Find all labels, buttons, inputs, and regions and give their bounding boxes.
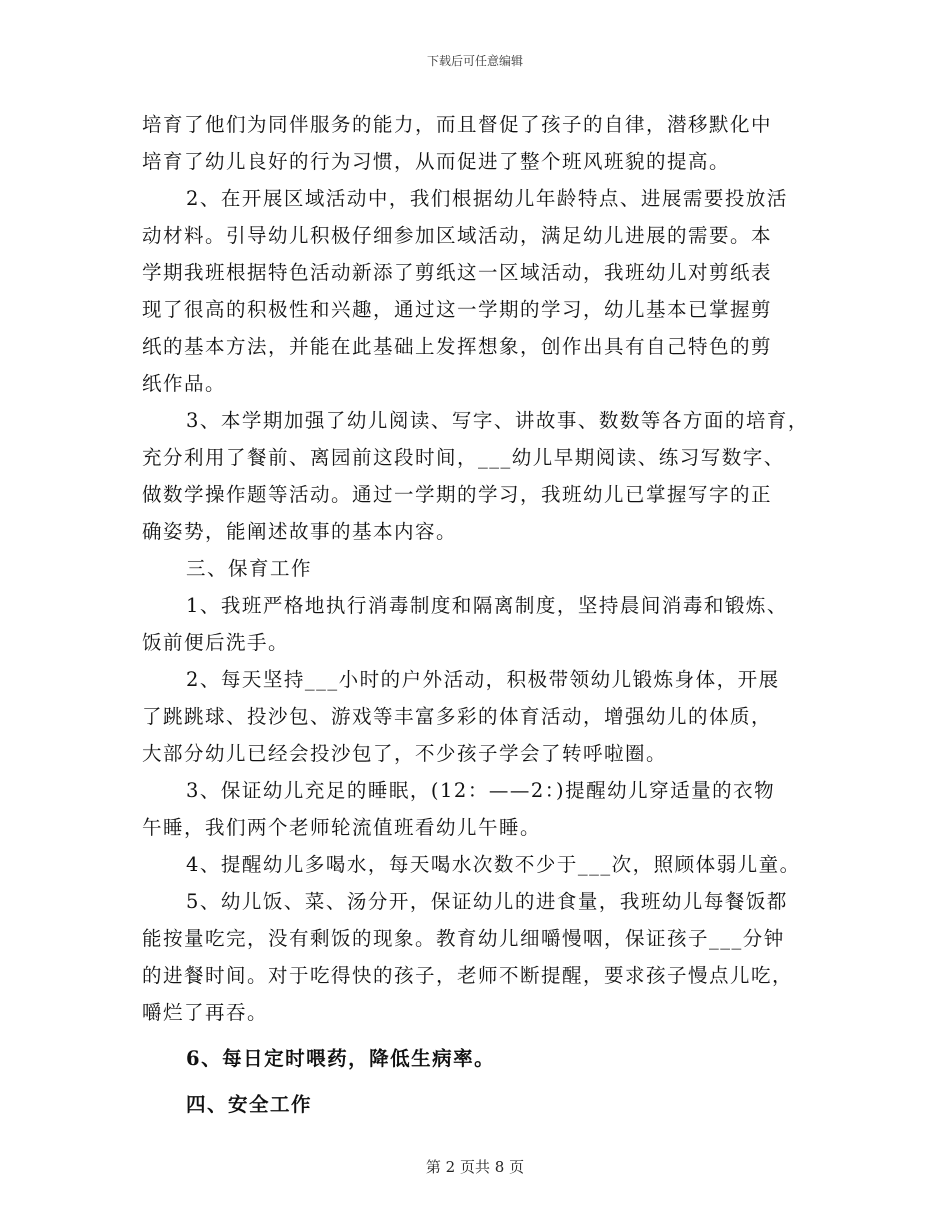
bold-item-6: 6、每日定时喂药，降低生病率。: [186, 1047, 496, 1070]
paragraph-start: 2、在开展区域活动中，我们根据幼儿年龄特点、进展需要投放活: [186, 187, 788, 210]
paragraph-start: 2、每天坚持___小时的户外活动，积极带领幼儿锻炼身体，开展: [186, 668, 780, 691]
text-line: 了跳跳球、投沙包、游戏等丰富多彩的体育活动，增强幼儿的体质，: [142, 705, 773, 728]
paragraph-start: 4、提醒幼儿多喝水，每天喝水次数不少于___次，照顾体弱儿童。: [186, 853, 801, 876]
text-line: 嚼烂了再吞。: [142, 1001, 269, 1024]
paragraph-start: 5、幼儿饭、菜、汤分开，保证幼儿的进食量，我班幼儿每餐饭都: [186, 890, 788, 913]
section-heading-4: 四、安全工作: [186, 1093, 313, 1116]
text-line: 能按量吃完，没有剩饭的现象。教育幼儿细嚼慢咽，保证孩子___分钟: [142, 927, 785, 950]
text-line: 午睡，我们两个老师轮流值班看幼儿午睡。: [142, 816, 542, 839]
section-heading-3: 三、保育工作: [186, 557, 313, 580]
text-line: 培育了他们为同伴服务的能力，而且督促了孩子的自律，潜移默化中: [142, 113, 773, 136]
text-line: 充分利用了餐前、离园前这段时间，___幼儿早期阅读、练习写数字、: [142, 446, 785, 469]
page-footer: 第 2 页共 8 页: [425, 1158, 525, 1176]
text-line: 纸作品。: [142, 372, 227, 395]
text-line: 学期我班根据特色活动新添了剪纸这一区域活动，我班幼儿对剪纸表: [142, 261, 773, 284]
document-body: [142, 106, 832, 1123]
text-line: 做数学操作题等活动。通过一学期的学习，我班幼儿已掌握写字的正: [142, 483, 773, 506]
text-line: 饭前便后洗手。: [142, 631, 290, 654]
paragraph-start: 3、保证幼儿充足的睡眠，(12：——2：)提醒幼儿穿适量的衣物: [186, 779, 776, 802]
text-line: 现了很高的积极性和兴趣，通过这一学期的学习，幼儿基本已掌握剪: [142, 298, 773, 321]
text-line: 纸的基本方法，并能在此基础上发挥想象，创作出具有自己特色的剪: [142, 335, 773, 358]
text-line: 动材料。引导幼儿积极仔细参加区域活动，满足幼儿进展的需要。本: [142, 224, 773, 247]
paragraph-start: 3、本学期加强了幼儿阅读、写字、讲故事、数数等各方面的培育，: [186, 409, 809, 432]
text-line: 培育了幼儿良好的行为习惯，从而促进了整个班风班貌的提高。: [142, 150, 731, 173]
paragraph-start: 1、我班严格地执行消毒制度和隔离制度，坚持晨间消毒和锻炼、: [186, 594, 788, 617]
text-line: 大部分幼儿已经会投沙包了，不少孩子学会了转呼啦圈。: [142, 742, 668, 765]
page-header: 下载后可任意编辑: [426, 54, 523, 68]
text-line: 确姿势，能阐述故事的基本内容。: [142, 520, 458, 543]
text-line: 的进餐时间。对于吃得快的孩子，老师不断提醒，要求孩子慢点儿吃，: [142, 964, 794, 987]
